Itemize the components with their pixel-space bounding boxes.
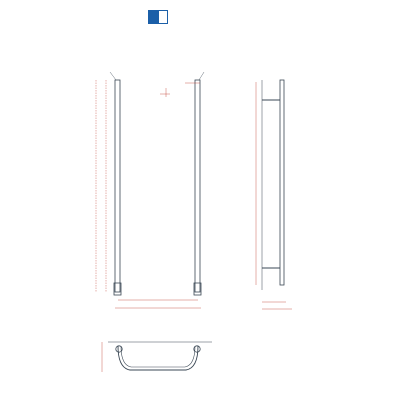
top-rung-outline <box>118 346 198 370</box>
top-rung-inner <box>121 346 195 367</box>
